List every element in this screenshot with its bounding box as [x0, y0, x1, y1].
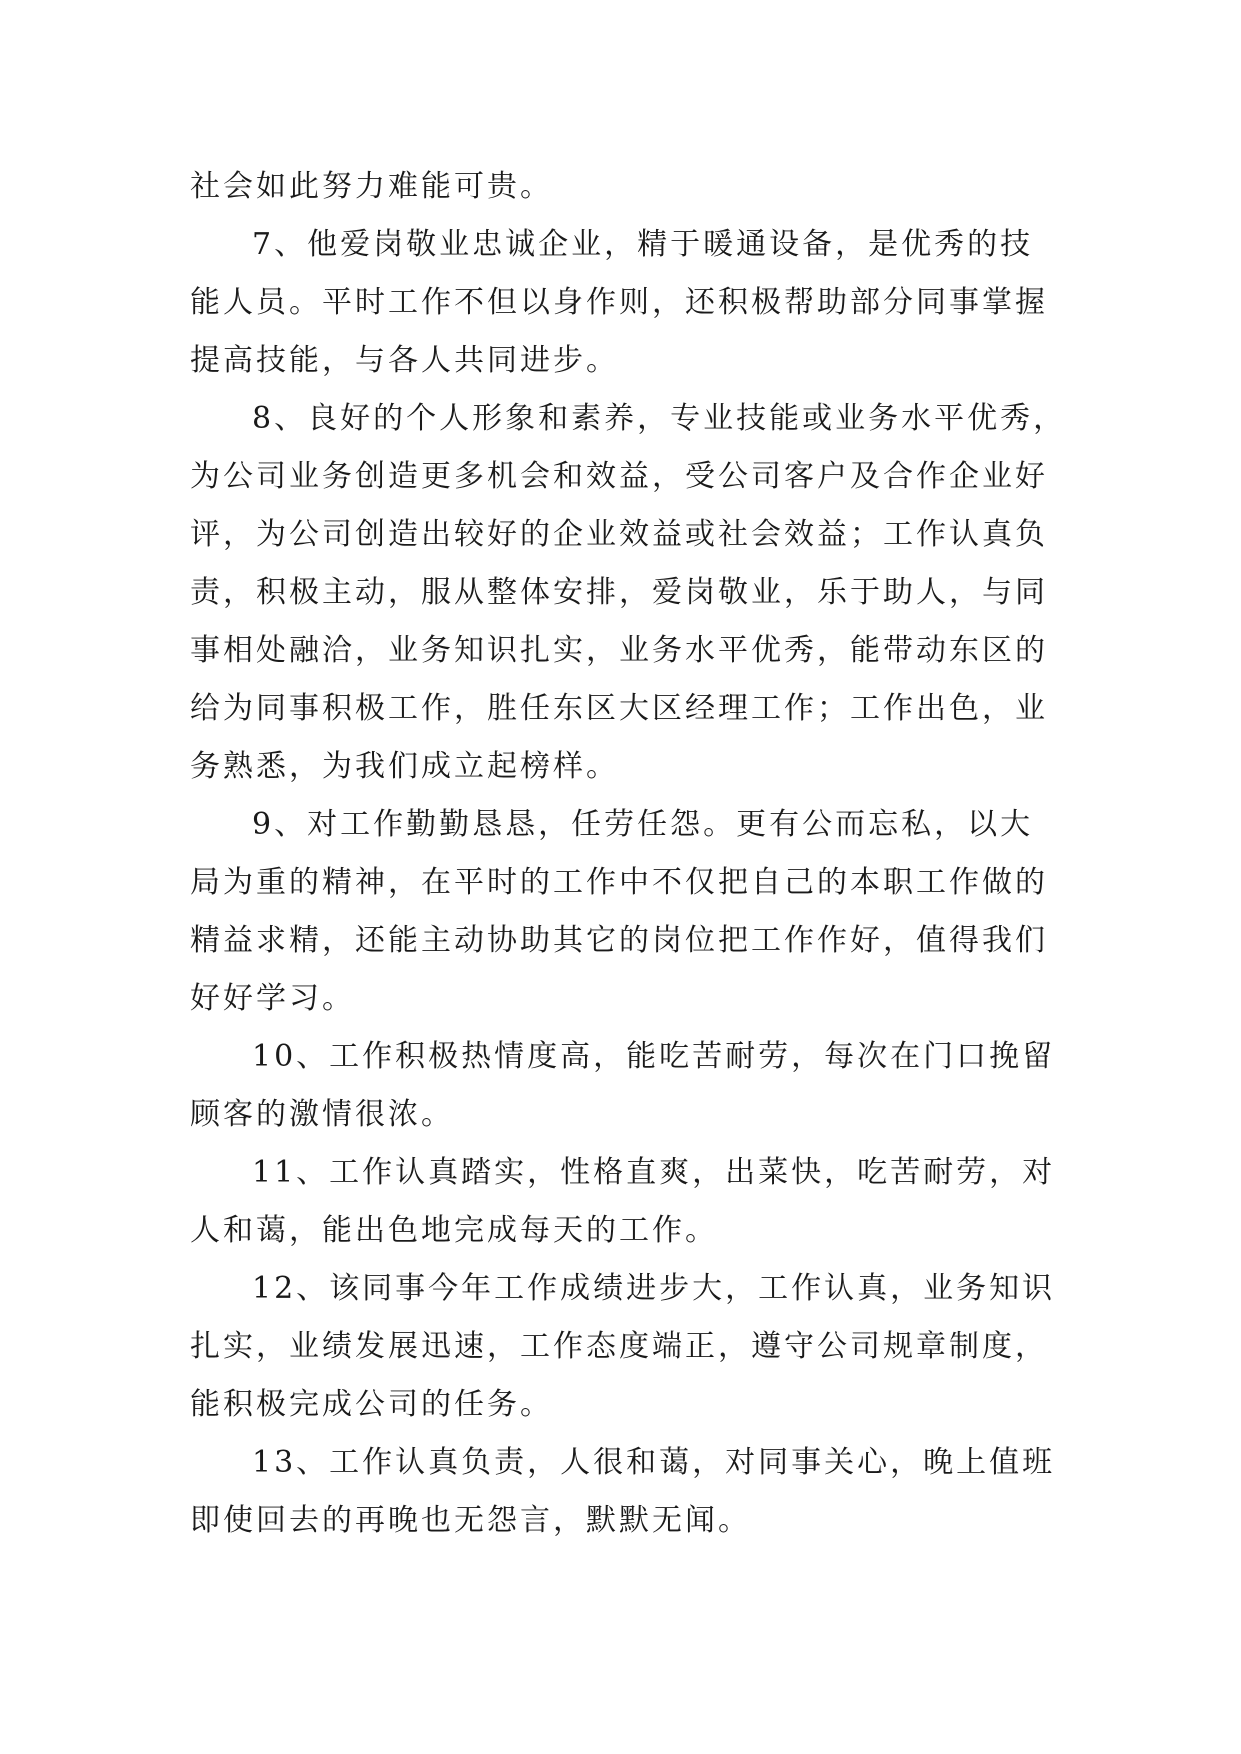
text-line: 9、对工作勤勤恳恳，任劳任怨。更有公而忘私，以大 [252, 807, 1034, 842]
text-line: 能人员。平时工作不但以身作则，还积极帮助部分同事掌握 [190, 285, 1048, 320]
text-line: 精益求精，还能主动协助其它的岗位把工作作好，值得我们 [190, 923, 1048, 958]
paragraph-item-11 [190, 1144, 1056, 1260]
text-line: 能积极完成公司的任务。 [190, 1387, 553, 1422]
text-line: 责，积极主动，服从整体安排，爱岗敬业，乐于助人，与同 [190, 575, 1048, 610]
text-line: 评，为公司创造出较好的企业效益或社会效益；工作认真负 [190, 517, 1048, 552]
paragraph-item-13 [190, 1434, 1056, 1550]
text-line: 好好学习。 [190, 981, 355, 1016]
text-line: 局为重的精神，在平时的工作中不仅把自己的本职工作做的 [190, 865, 1048, 900]
text-line: 12、该同事今年工作成绩进步大，工作认真，业务知识 [252, 1271, 1056, 1306]
text-line: 顾客的激情很浓。 [190, 1097, 454, 1132]
paragraph-item-12 [190, 1260, 1056, 1434]
text-line: 为公司业务创造更多机会和效益，受公司客户及合作企业好 [190, 459, 1048, 494]
text-line: 事相处融洽，业务知识扎实，业务水平优秀，能带动东区的 [190, 633, 1048, 668]
paragraph-item-7 [190, 216, 1050, 390]
text-line: 11、工作认真踏实，性格直爽，出菜快，吃苦耐劳，对 [252, 1155, 1056, 1190]
document-body [190, 158, 1067, 1550]
paragraph-continuation [190, 158, 1050, 216]
text-line: 社会如此努力难能可贵。 [190, 169, 553, 204]
text-line: 务熟悉，为我们成立起榜样。 [190, 749, 619, 784]
text-line: 7、他爱岗敬业忠诚企业，精于暖通设备，是优秀的技 [252, 227, 1034, 262]
paragraph-item-10 [190, 1028, 1056, 1144]
text-line: 扎实，业绩发展迅速，工作态度端正，遵守公司规章制度， [190, 1329, 1048, 1364]
text-line: 8、良好的个人形象和素养，专业技能或业务水平优秀， [252, 401, 1067, 436]
text-line: 人和蔼，能出色地完成每天的工作。 [190, 1213, 718, 1248]
text-line: 提高技能，与各人共同进步。 [190, 343, 619, 378]
text-line: 10、工作积极热情度高，能吃苦耐劳，每次在门口挽留 [252, 1039, 1056, 1074]
paragraph-item-8 [190, 390, 1067, 796]
text-line: 给为同事积极工作，胜任东区大区经理工作；工作出色，业 [190, 691, 1048, 726]
text-line: 即使回去的再晚也无怨言，默默无闻。 [190, 1503, 751, 1538]
text-line: 13、工作认真负责，人很和蔼，对同事关心，晚上值班 [252, 1445, 1056, 1480]
paragraph-item-9 [190, 796, 1050, 1028]
